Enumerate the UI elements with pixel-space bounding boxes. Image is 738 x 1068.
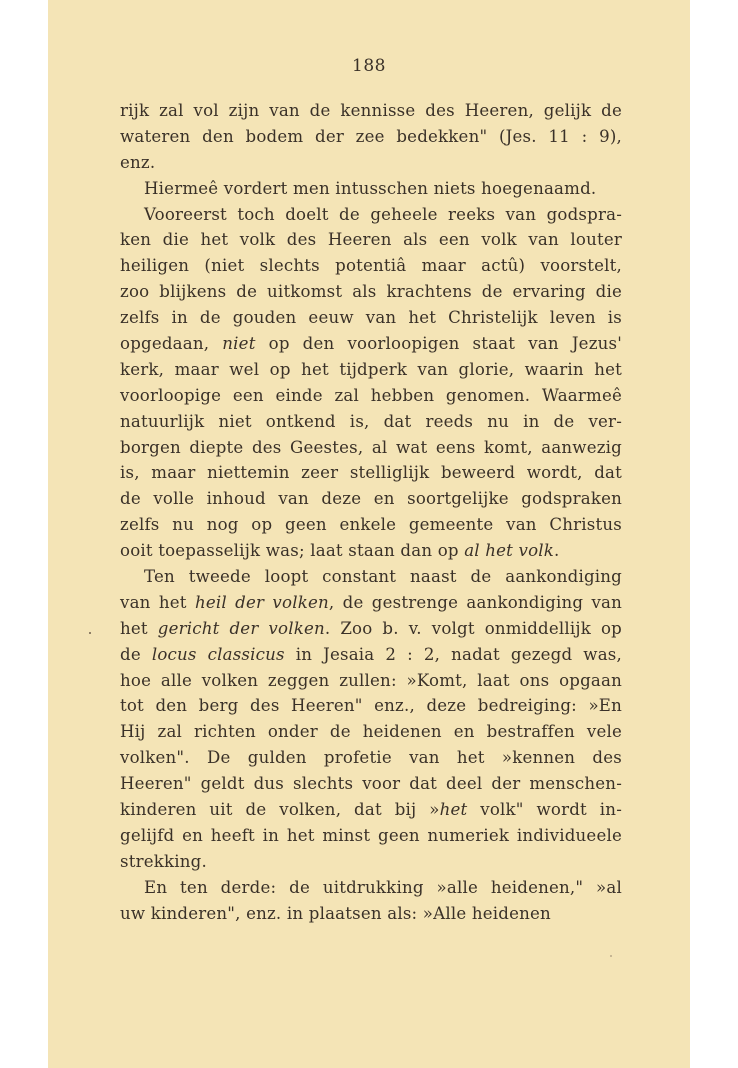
paper-speck [610,955,612,957]
text-line [120,616,622,642]
italic-text: al het volk [464,541,555,561]
text-line [120,745,622,771]
text-segment: Ten tweede loopt constant naast de aankondiging [144,567,622,587]
text-line [120,227,622,253]
text-line [120,875,622,901]
text-segment: . Zoo b. v. volgt onmiddellijk op [324,618,622,638]
italic-text: gericht der volken [157,618,325,638]
text-segment: kerk, maar wel op het tijdperk van glorie, waarin het [120,359,622,379]
text-segment: opgedaan, [120,334,223,354]
text-segment: de volle inhoud van deze en soortgelijke godspraken [120,489,622,509]
text-segment: Heeren" geldt dus slechts voor dat deel der menschen- [120,774,622,794]
text-line [120,693,622,719]
text-line [120,564,622,590]
text-line [120,668,622,694]
text-segment: gelijfd en heeft in het minst geen numeriek individueele [120,825,622,845]
text-segment: kinderen uit de volken, dat bij » [120,800,440,820]
text-line [120,331,622,357]
text-line [120,849,622,875]
text-segment: is, maar niettemin zeer stelliglijk beweerd wordt, dat [120,463,622,483]
text-segment: . [554,541,560,561]
text-line [120,357,622,383]
text-line [120,435,622,461]
book-page [48,0,690,1068]
text-segment: ken die het volk des Heeren als een volk van louter [120,230,622,250]
text-segment: heiligen (niet slechts potentiâ maar actû) voorstelt, [120,256,622,276]
text-line [120,797,622,823]
text-segment: zelfs nu nog op geen enkele gemeente van Christus [120,515,622,535]
text-line [120,823,622,849]
text-line [120,124,622,150]
text-line [120,279,622,305]
text-segment: volk" wordt in- [467,800,622,820]
body-text [120,98,622,927]
italic-text: heil der volken [194,592,329,612]
text-line [120,202,622,228]
text-segment: tot den berg des Heeren" enz., deze bedreiging: »En [120,696,622,716]
text-segment: zelfs in de gouden eeuw van het Christelijk leven is [120,308,622,328]
text-line [120,150,622,176]
text-line [120,771,622,797]
text-line [120,719,622,745]
text-line [120,486,622,512]
text-line [120,538,622,564]
italic-text: het [439,800,468,820]
text-segment: Hiermeê vordert men intusschen niets hoegenaamd. [144,178,597,198]
text-segment: uw kinderen", enz. in plaatsen als: »Alle heidenen [120,903,551,923]
margin-mark [89,632,91,634]
text-segment: En ten derde: de uitdrukking »alle heidenen," »al [144,877,622,897]
text-segment: zoo blijkens de uitkomst als krachtens de ervaring die [120,282,622,302]
text-segment: borgen diepte des Geestes, al wat eens komt, aanwezig [120,437,622,457]
text-line [120,383,622,409]
page-number: 188 [352,56,386,76]
text-segment: Hij zal richten onder de heidenen en bestraffen vele [120,722,622,742]
text-segment: hoe alle volken zeggen zullen: »Komt, laat ons opgaan [120,670,622,690]
text-segment: wateren den bodem der zee bedekken" (Jes. 11 : 9), [120,126,622,146]
text-segment: strekking. [120,851,207,871]
text-segment: de [120,644,152,664]
text-line [120,176,622,202]
text-segment: volken". De gulden profetie van het »kennen des [120,748,622,768]
text-segment: , de gestrenge aankondiging van [328,592,623,612]
text-segment: voorloopige een einde zal hebben genomen. Waarmeê [120,385,622,405]
text-line [120,590,622,616]
text-line [120,460,622,486]
text-line [120,409,622,435]
text-segment: Vooreerst toch doelt de geheele reeks van godspra- [144,204,622,224]
text-segment: van het [120,592,195,612]
text-line [120,512,622,538]
text-segment: op den voorloopigen staat van Jezus' [255,334,623,354]
italic-text: niet [222,334,256,354]
italic-text: locus classicus [151,644,285,664]
text-segment: ooit toepasselijk was; laat staan dan op [120,541,465,561]
text-line [120,305,622,331]
text-segment: in Jesaia 2 : 2, nadat gezegd was, [284,644,622,664]
text-segment: het [120,618,158,638]
text-line [120,98,622,124]
text-line [120,901,622,927]
text-segment: rijk zal vol zijn van de kennisse des Heeren, gelijk de [120,101,622,120]
text-line [120,642,622,668]
text-segment: enz. [120,152,156,172]
text-segment: natuurlijk niet ontkend is, dat reeds nu in de ver- [120,411,622,431]
text-line [120,253,622,279]
